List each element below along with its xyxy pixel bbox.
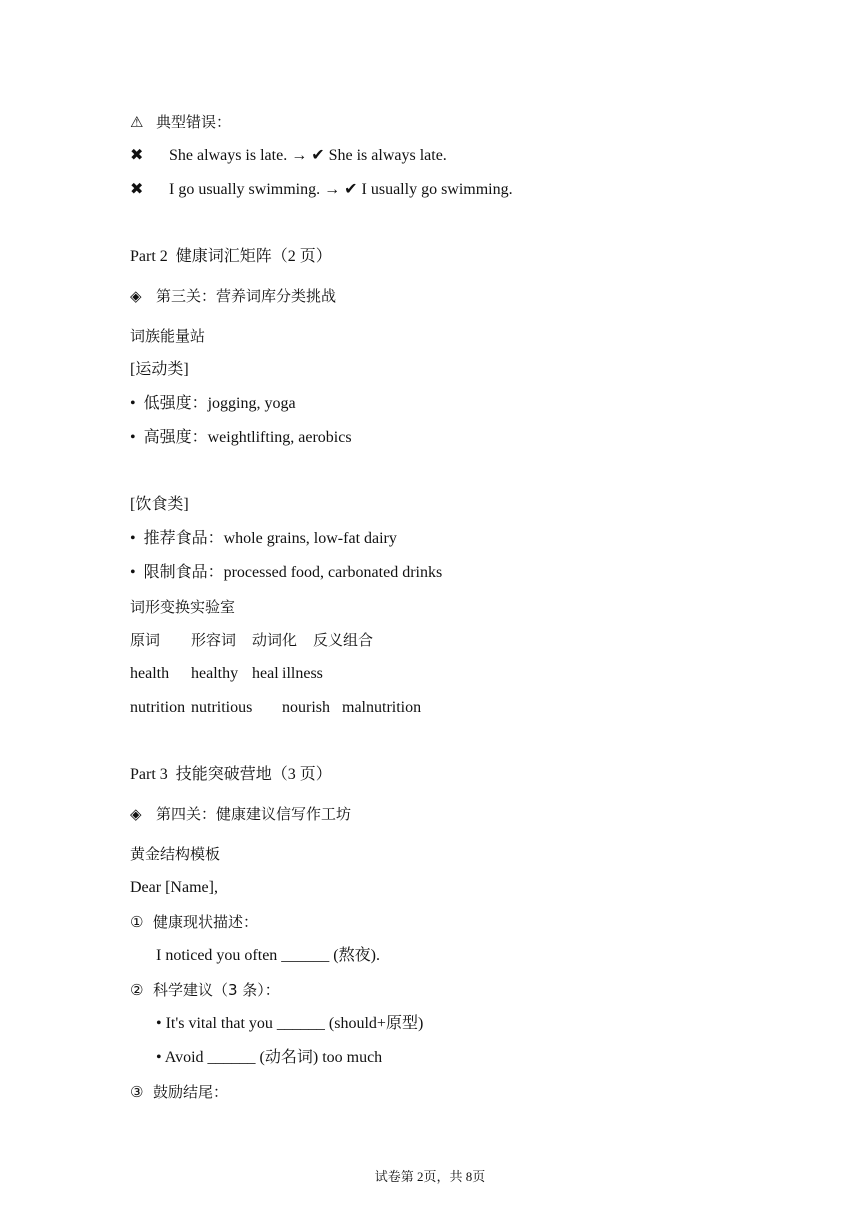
cross-icon: ✖ — [130, 181, 144, 198]
part2-title: Part 2 健康词汇矩阵（2 页） — [130, 248, 332, 265]
part3-title: Part 3 技能突破营地（3 页） — [130, 766, 332, 783]
table-cell: nutrition — [130, 699, 186, 716]
part2-level: ◈ 第三关：营养词库分类挑战 — [130, 287, 337, 305]
diamond-icon: ◈ — [130, 287, 142, 305]
step-3: ③ 鼓励结尾： — [130, 1083, 228, 1101]
table-cell: nourish — [282, 699, 330, 716]
diet-item-recommended: • 推荐食品：whole grains, low-fat dairy — [130, 530, 397, 547]
errors-heading: ⚠ 典型错误： — [130, 113, 232, 131]
step-1: ① 健康现状描述： — [130, 913, 258, 931]
table-cell: malnutrition — [342, 699, 422, 716]
error-item-2: ✖ I go usually swimming. → ✔ I usually go swimming. — [130, 181, 513, 198]
table-cell: health — [130, 665, 170, 682]
step-2: ② 科学建议（3 条）： — [130, 981, 280, 999]
part3-level: ◈ 第四关：健康建议信写作工坊 — [130, 805, 352, 823]
table-cell: illness — [282, 665, 323, 682]
table-header: 反义组合 — [313, 631, 374, 649]
cross-icon: ✖ — [130, 147, 144, 164]
word-form-lab: 词形变换实验室 — [130, 598, 236, 616]
table-header: 形容词 — [191, 631, 237, 649]
warning-icon: ⚠ — [130, 113, 144, 131]
table-header: 原词 — [130, 631, 161, 649]
table-header: 动词化 — [252, 631, 298, 649]
diet-category: [饮食类] — [130, 496, 189, 513]
table-cell: healthy — [191, 665, 239, 682]
sport-category: [运动类] — [130, 361, 189, 378]
error-item-1: ✖ She always is late. → ✔ She is always late. — [130, 147, 447, 164]
sport-item-low: • 低强度：jogging, yoga — [130, 395, 296, 412]
step-2-line-1: • It's vital that you ______ (should+原型) — [156, 1015, 424, 1032]
template-heading: 黄金结构模板 — [130, 845, 221, 863]
word-family-station: 词族能量站 — [130, 327, 206, 345]
diamond-icon: ◈ — [130, 805, 142, 823]
step-2-line-2: • Avoid ______ (动名词) too much — [156, 1049, 383, 1066]
table-cell: nutritious — [191, 699, 253, 716]
step-1-line: I noticed you often ______ (熬夜). — [156, 947, 380, 964]
table-cell: heal — [252, 665, 279, 682]
sport-item-high: • 高强度：weightlifting, aerobics — [130, 429, 352, 446]
diet-item-limited: • 限制食品：processed food, carbonated drinks — [130, 564, 443, 581]
letter-greeting: Dear [Name], — [130, 879, 218, 896]
page-footer: 试卷第 2页，共 8页 — [374, 1169, 486, 1184]
